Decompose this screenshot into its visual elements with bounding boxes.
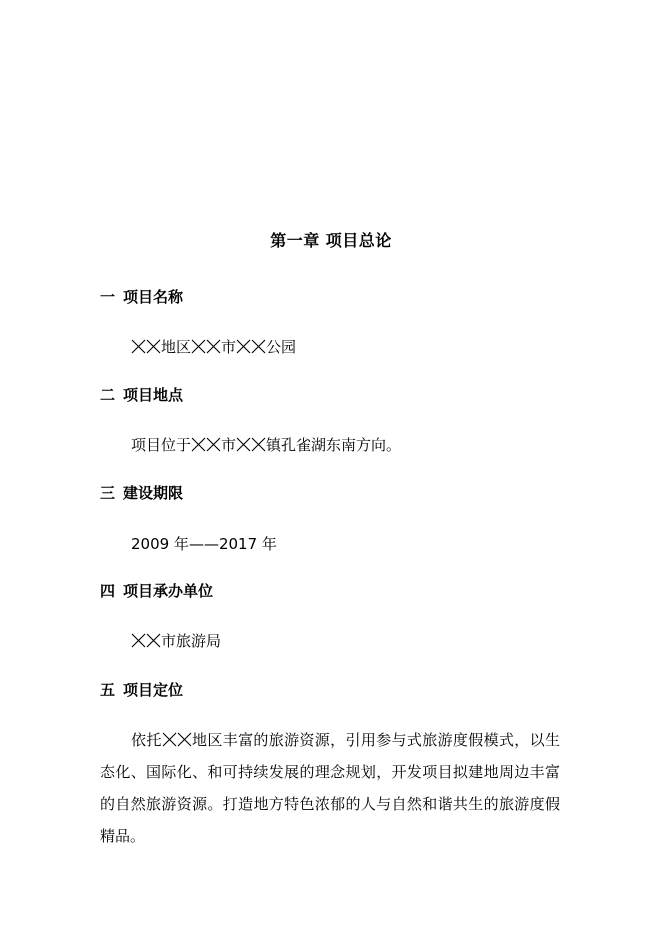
section-number: 四 [100,582,116,600]
section-number: 三 [100,484,116,502]
section-title: 项目承办单位 [123,582,214,600]
section-title: 项目地点 [123,386,184,404]
text-fragment: 公园 [266,338,297,356]
section-heading-1 [100,286,183,308]
placeholder-cross-icon [236,437,251,452]
placeholder-cross-icon [146,339,161,354]
project-positioning-paragraph [100,724,560,852]
text-fragment: 镇孔雀湖东南方向。 [266,436,402,454]
section-number: 五 [100,681,116,699]
placeholder-cross-icon [206,339,221,354]
project-name-line [131,336,296,358]
placeholder-cross-icon [177,732,192,747]
section-number: 一 [100,288,116,306]
section-title: 项目定位 [123,681,184,699]
text-fragment: 地区丰富的旅游资源，引用参与式旅游度假模式，以生态化、国际化、和可持续发展的理念规划，开发项目拟建地周边丰富的自然旅游资源。打造地方特色浓郁的人与自然和谐共生的旅游度假精品。 [100,731,560,845]
section-heading-5 [100,679,183,701]
placeholder-cross-icon [146,633,161,648]
construction-period-line: 2009 年——2017 年 [131,535,277,553]
placeholder-cross-icon [236,339,251,354]
text-fragment: 市 [221,338,237,356]
text-fragment: 依托 [131,731,162,749]
placeholder-cross-icon [191,437,206,452]
placeholder-cross-icon [191,339,206,354]
text-fragment: 地区 [161,338,192,356]
text-fragment: 市 [221,436,237,454]
placeholder-cross-icon [251,339,266,354]
section-title: 建设期限 [123,484,184,502]
section-heading-4 [100,580,213,602]
organizer-line [131,630,221,652]
project-location-line [131,434,401,456]
section-number: 二 [100,386,116,404]
placeholder-cross-icon [131,339,146,354]
placeholder-cross-icon [162,732,177,747]
placeholder-cross-icon [206,437,221,452]
placeholder-cross-icon [251,437,266,452]
section-heading-3 [100,482,183,504]
chapter-title: 第一章 项目总论 [270,231,392,250]
section-title: 项目名称 [123,288,184,306]
placeholder-cross-icon [131,633,146,648]
section-heading-2 [100,384,183,406]
text-fragment: 市旅游局 [161,632,222,650]
text-fragment: 项目位于 [131,436,192,454]
